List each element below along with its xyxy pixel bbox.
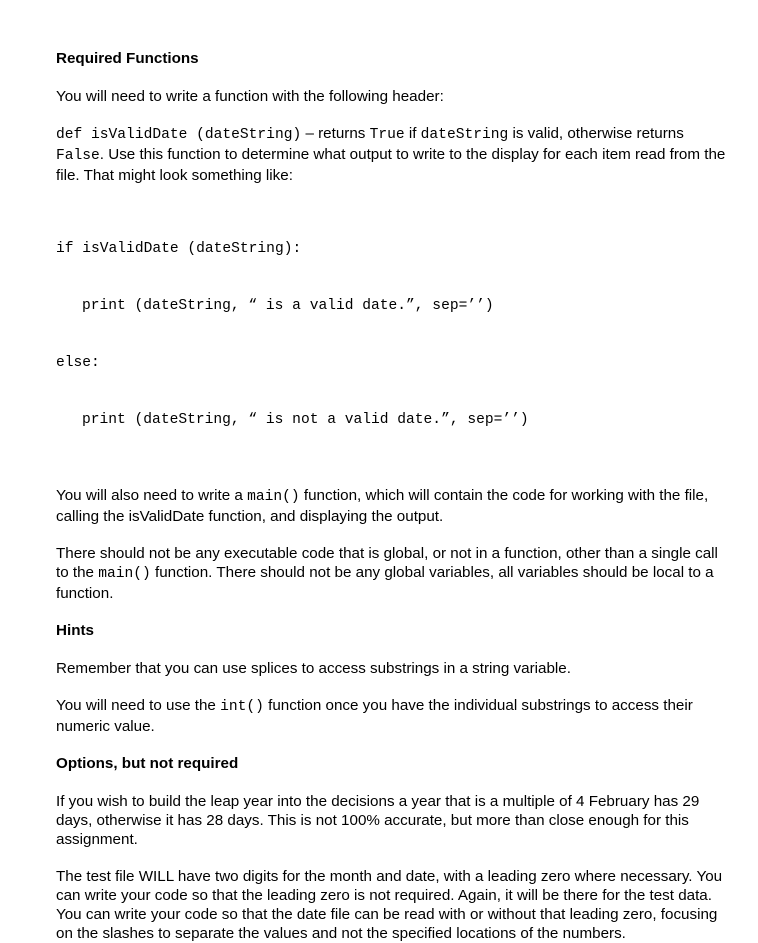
global-code-paragraph xyxy=(56,544,728,603)
leap-year-paragraph: If you wish to build the leap year into the decisions a year that is a multiple of 4 February has 29 days, otherwise it has 28 days. This is not 100% accurate, but more than close enough for this assignment. xyxy=(56,793,700,848)
main-text-1: You will also need to write a xyxy=(56,487,248,504)
heading-options: Options, but not required xyxy=(56,755,239,772)
int-code: int() xyxy=(220,699,264,715)
datestring-code: dateString xyxy=(420,127,509,143)
function-header-text-1: – returns xyxy=(301,125,370,142)
function-header-text-4: . Use this function to determine what output to write to the display for each item read from the file. That might look something like: xyxy=(56,146,726,184)
intro-paragraph: You will need to write a function with the following header: xyxy=(56,88,444,105)
int-text-1: You will need to use the xyxy=(56,697,221,714)
code-line-print-valid: print (dateString, “ is a valid date.”, sep=’’) xyxy=(82,298,494,314)
function-header-paragraph xyxy=(56,124,728,185)
function-header-text-2: if xyxy=(404,125,421,142)
heading-required-functions: Required Functions xyxy=(56,50,199,67)
code-line-print-invalid: print (dateString, “ is not a valid date.”, sep=’’) xyxy=(82,412,529,428)
main-function-paragraph xyxy=(56,486,728,526)
code-line-else: else: xyxy=(56,355,100,371)
int-text-2: function once you have the individual substrings to access their numeric value. xyxy=(56,697,693,735)
global-text-1: There should not be any executable code that is global, or not in a function, other than a single call to the xyxy=(56,545,718,581)
false-code: False xyxy=(56,148,100,164)
main-text-2: function, which will contain the code for working with the file, calling the isValidDate function, and displaying the output. xyxy=(56,487,709,525)
function-header-code: def isValidDate (dateString) xyxy=(56,127,302,143)
main-code: main() xyxy=(247,489,300,505)
true-code: True xyxy=(369,127,405,143)
heading-hints: Hints xyxy=(56,622,94,639)
global-main-code: main() xyxy=(98,566,151,582)
test-file-paragraph: The test file WILL have two digits for the month and date, with a leading zero where necessary. You can write your code so that the leading zero is not required. Again, it will be there for the test data. You can write your code so that the date file can be read with or without that leading zero, focusing on the slashes to separate the values and not the specified locations of the numbers. xyxy=(56,868,723,942)
code-line-if: if isValidDate (dateString): xyxy=(56,241,302,257)
global-text-2: function. There should not be any global variables, all variables should be local to a function. xyxy=(56,564,714,602)
int-function-paragraph xyxy=(56,696,728,736)
splices-paragraph: Remember that you can use splices to access substrings in a string variable. xyxy=(56,660,571,677)
example-code-block xyxy=(56,202,728,468)
document-page xyxy=(56,49,728,943)
function-header-text-3: is valid, otherwise returns xyxy=(508,125,684,142)
